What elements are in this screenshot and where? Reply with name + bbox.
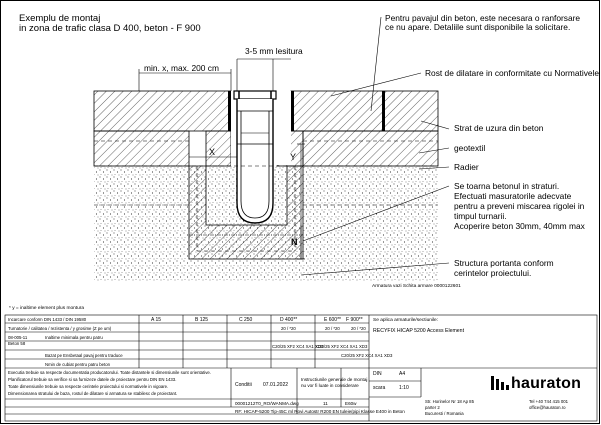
address-3: Bucuresti / Romania <box>425 411 464 416</box>
geotextil-note: geotextil <box>454 143 486 153</box>
row3a-label: Inaltime minimala pentru patru <box>45 335 103 340</box>
product-name: RECYFIX HICAP 5200 Access Element <box>373 328 465 334</box>
row2-d: 20 / *20 <box>281 326 296 331</box>
base-layer-right <box>303 131 438 166</box>
strat-note: Strat de uzura din beton <box>454 123 544 133</box>
scale-label: scara <box>373 385 386 391</box>
radier-note: Radier <box>454 162 479 172</box>
rost-note: Rost de dilatare in conformitate cu Normativele <box>425 68 600 78</box>
contact-email: office@hauraton.ro <box>529 405 566 410</box>
value-f: C20/25 XF2 XC4 XA1 XD3 <box>341 353 393 358</box>
instructions-1: Instructiunile generale de montaj <box>301 377 368 382</box>
value-d: C20/25 XF2 XC4 XA1 XD3 <box>272 344 324 349</box>
grating <box>234 91 276 99</box>
gap-dimension: 3-5 mm lesitura <box>245 46 303 56</box>
beton-note: Se toarna betonul in straturi. Efectuati masuratorile adecvate pentru a preveni miscarea rigolei in timpul turnarii. Acoperire beton 30mm, 40mm max <box>454 181 585 232</box>
class-d400: D 400** <box>280 317 298 323</box>
din-label: DIN <box>373 371 382 377</box>
row2-e: 20 / *20 <box>325 326 340 331</box>
structura-note: Structura portanta conform cerintelor proiectului. <box>454 258 554 279</box>
footnote-right: Armatura vazi Schita armare 0000122601 <box>372 284 461 289</box>
surface-slab-left <box>94 91 231 131</box>
scale: 1:10 <box>399 385 409 391</box>
n-label: N <box>291 237 298 247</box>
base-layer-left <box>94 131 189 166</box>
width-dimension: min. x, max. 200 cm <box>144 63 219 73</box>
drainage-channel <box>237 99 273 223</box>
page-number: 11 <box>323 401 328 406</box>
contact-phone: Tel +40 744 415 001 <box>529 399 569 404</box>
row3c-label: Nmin de cubiat pentru patru beton <box>45 362 110 367</box>
note-3: Toate dimensiunile trebuie sa respecte cerintele proiectului si normativele in vigoare. <box>8 384 169 389</box>
format: A4 <box>399 371 406 377</box>
surface-slab-right <box>291 91 438 131</box>
side-code-2: Beton 58 <box>8 341 26 346</box>
drawing-title: Exemplu de montaj in zona de trafic clasa D 400, beton - F 900 <box>19 13 201 34</box>
class-c250: C 250 <box>239 317 253 323</box>
applies-header: Se aplica armaturile/sectiunile: <box>373 318 439 323</box>
side-code-1: 08-005-11 <box>8 335 28 340</box>
note-4: Dimensionarea stratului de baza, rostul de dilatare si armatura se stabilesc de proiectant. <box>8 391 178 396</box>
class-a15: A 15 <box>151 317 162 323</box>
row3b-label: Bazat pe Ensbetaal pavaj pentru traduce <box>45 353 123 358</box>
row2-f: 20 / *20 <box>351 326 366 331</box>
note-1: Executia trebuie sa respecte documentatia producatorului. Toate distantele si dimensiunile sunt orientative. <box>8 370 211 375</box>
bottom-line: RF: HICAP-5200 Tip-45C ml Rovi Autostr R200 EN tuleie/pipi Klasse E400 in Beton <box>235 409 405 414</box>
class-f900: F 900** <box>346 317 363 323</box>
footnote-left: * y = inaltime element plus montura <box>9 306 85 311</box>
note-2: Planificatorul trebuie sa verifice si sa furnizeze datele de proiectare pentru DIN EN 1433. <box>8 377 177 382</box>
hauraton-logo-mark <box>491 376 509 390</box>
address-1: Str. Horinelor Nr 18 Ap 85 <box>425 399 474 404</box>
class-e600: E 600** <box>324 317 341 323</box>
revision: E60w <box>345 401 357 406</box>
date: 07.01.2022 <box>263 382 289 388</box>
x-label: X <box>209 147 216 157</box>
pavaj-note: Pentru pavajul din beton, este necesara o ranforsare ce nu apare. Detaliile sunt disponibile la solicitare. <box>385 13 581 32</box>
instructions-2: nu vor fi luate in considerare <box>301 383 359 388</box>
file-name: 00001212T0_RO/WANMA.dwg <box>235 401 299 406</box>
address-2: parter 2 <box>425 405 440 410</box>
company-logo: hauraton <box>511 375 582 392</box>
conditii-label: Conditii <box>235 382 252 388</box>
row2-label: Turnatorie / calitatea / rezistenta / y grosime (Z pe um) <box>8 326 112 331</box>
y-label: Y <box>290 152 297 162</box>
class-b125: B 125 <box>195 317 209 323</box>
value-e: C20/25 XF2 XC4 XA1 XD3 <box>316 344 368 349</box>
load-class-label: Incarcare conform DIN 1433 / DIN 19580 <box>8 317 87 322</box>
